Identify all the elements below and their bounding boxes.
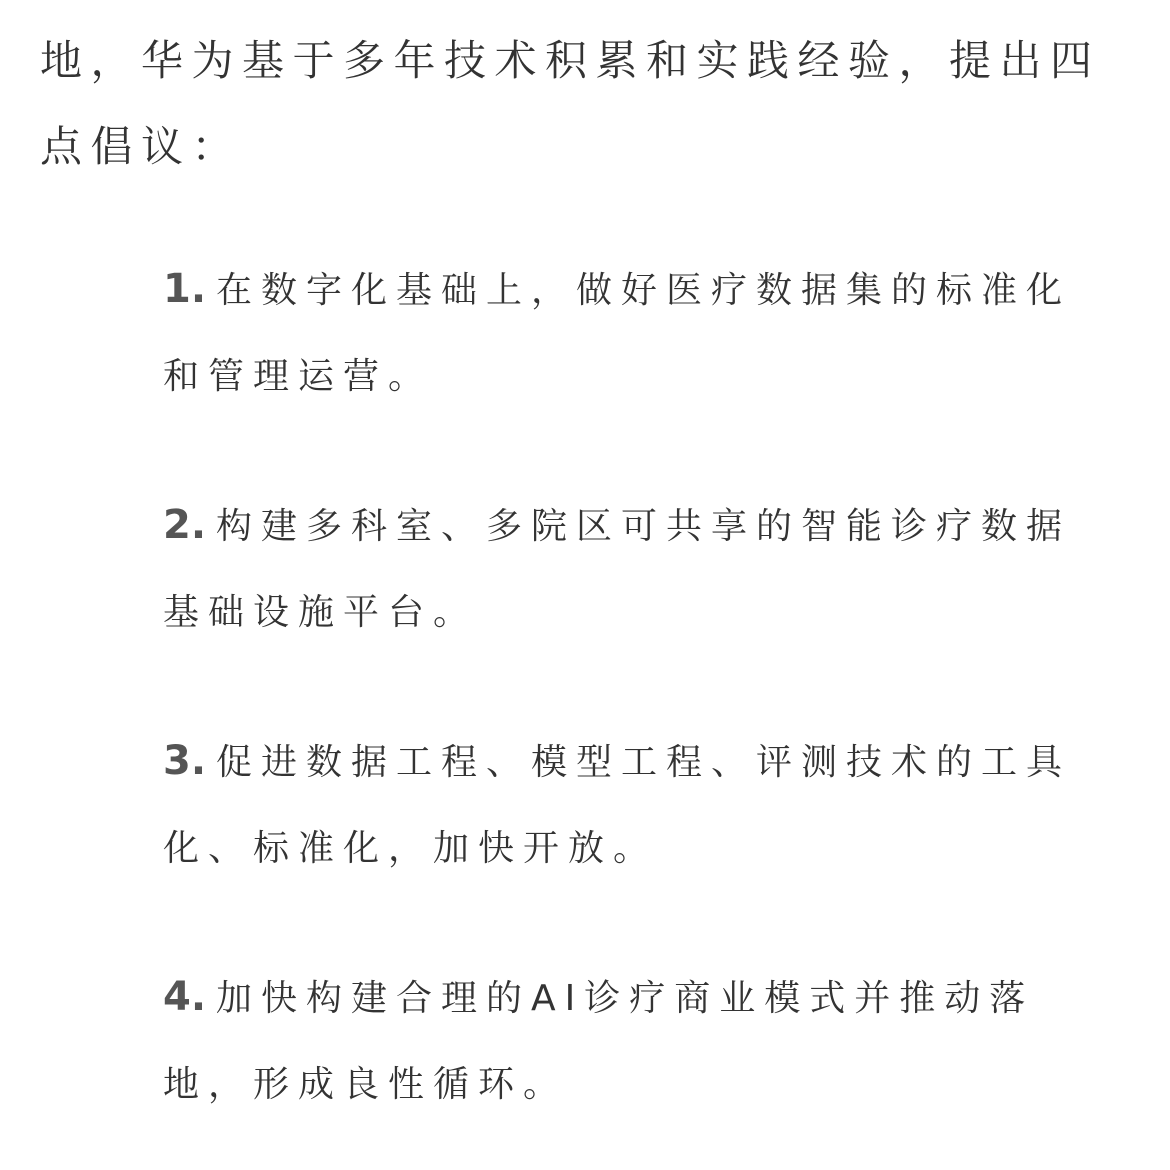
proposal-item-4 [163, 954, 1073, 1128]
proposal-item-3 [163, 718, 1073, 892]
proposal-text: 构建多科室、多院区可共享的智能诊疗数据基础设施平台。 [163, 506, 1072, 633]
proposal-number: 4. [163, 974, 207, 1020]
proposal-item-2 [163, 482, 1073, 656]
proposal-number: 3. [163, 738, 207, 784]
proposal-text: 加快构建合理的AI诊疗商业模式并推动落地，形成良性循环。 [163, 978, 1035, 1105]
proposal-text: 促进数据工程、模型工程、评测技术的工具化、标准化，加快开放。 [163, 742, 1072, 869]
proposal-number: 1. [163, 266, 207, 312]
proposal-item-1 [163, 246, 1073, 420]
proposal-text: 在数字化基础上，做好医疗数据集的标准化和管理运营。 [163, 270, 1072, 397]
intro-paragraph: 地，华为基于多年技术积累和实践经验，提出四点倡议： [40, 36, 1101, 171]
proposal-number: 2. [163, 502, 207, 548]
